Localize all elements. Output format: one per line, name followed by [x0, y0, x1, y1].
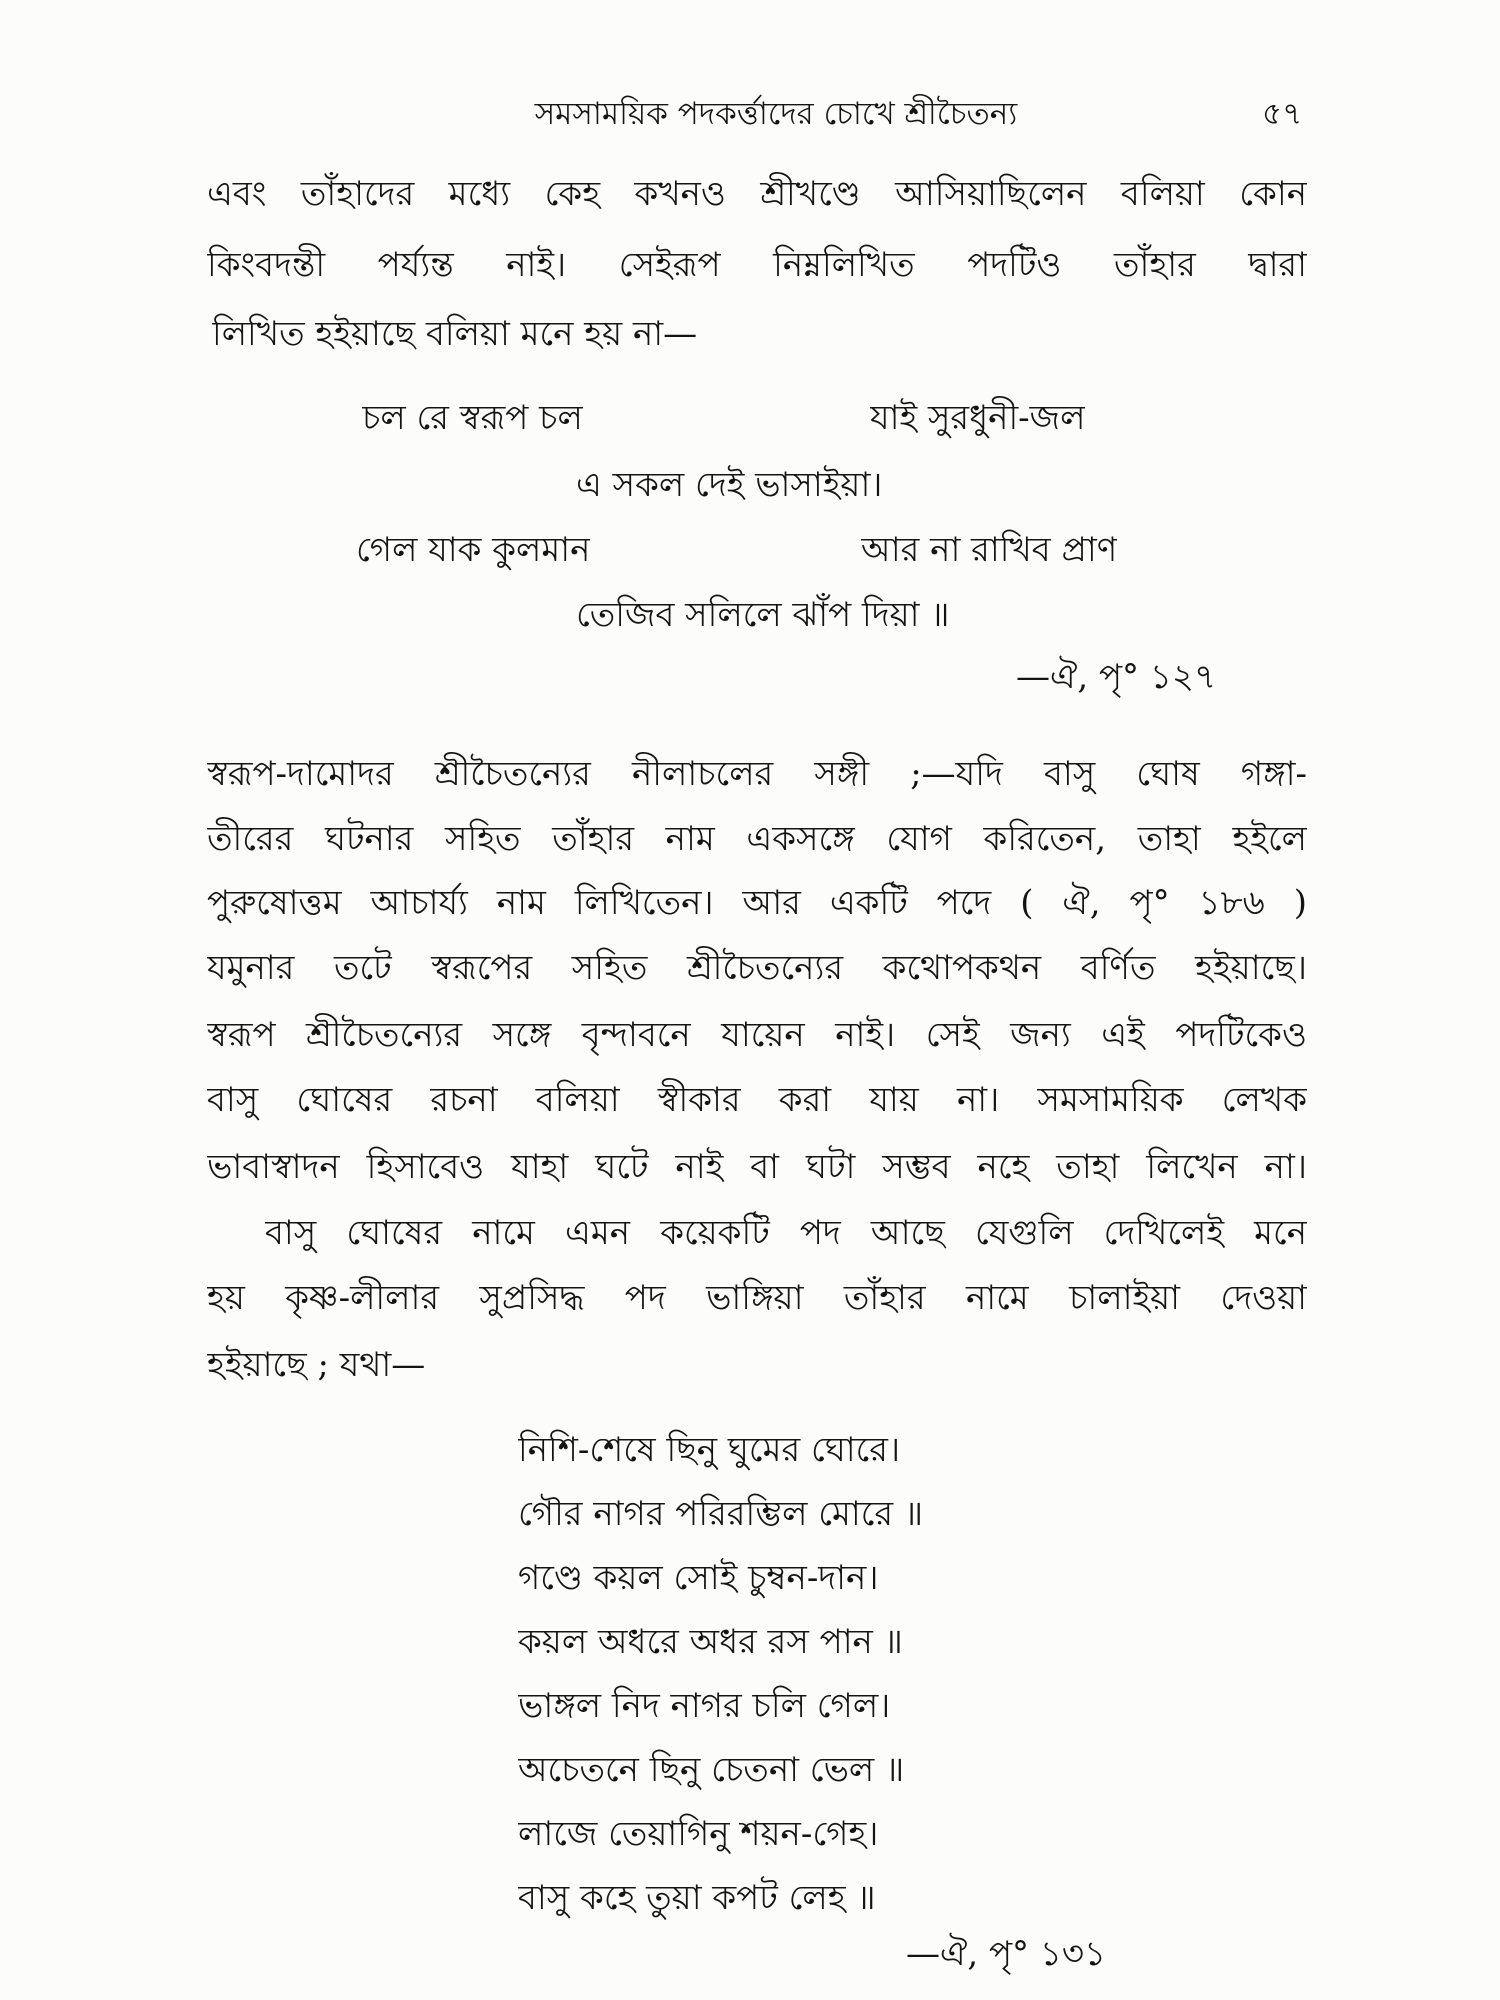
verse-half-line: চল রে স্বরূপ চল	[362, 398, 583, 438]
paragraph-line: হইয়াছে ; যথা—	[207, 1345, 426, 1385]
paragraph-line: ভাবাস্বাদন হিসাবেও যাহা ঘটে নাই বা ঘটা সম্ভব নহে তাহা লিখেন না।	[207, 1147, 1307, 1187]
verse-line: কয়ল অধরে অধর রস পান ॥	[518, 1622, 903, 1662]
paragraph-line: তীরের ঘটনার সহিত তাঁহার নাম একসঙ্গে যোগ করিতেন, তাহা হইলে	[207, 819, 1307, 859]
paragraph-line: স্বরূপ-দামোদর শ্রীচৈতন্যের নীলাচলের সঙ্গী ;—যদি বাসু ঘোষ গঙ্গা-	[207, 754, 1307, 794]
paragraph-line: কিংবদন্তী পর্য্যন্ত নাই। সেইরূপ নিম্নলিখিত পদটিও তাঁহার দ্বারা	[207, 245, 1307, 285]
paragraph-line: এবং তাঁহাদের মধ্যে কেহ কখনও শ্রীখণ্ডে আসিয়াছিলেন বলিয়া কোন	[207, 174, 1307, 214]
verse-line: গৌর নাগর পরিরম্ভিল মোরে ॥	[518, 1494, 924, 1534]
verse-half-line: যাই সুরধুনী-জল	[870, 398, 1086, 438]
verse-refrain: এ সকল দেই ভাসাইয়া।	[576, 465, 883, 505]
paragraph-line: বাসু ঘোষের নামে এমন কয়েকটি পদ আছে যেগুলি দেখিলেই মনে	[265, 1213, 1307, 1253]
page-number: ৫৭	[1262, 96, 1303, 132]
paragraph-line: স্বরূপ শ্রীচৈতন্যের সঙ্গে বৃন্দাবনে যায়েন নাই। সেই জন্য এই পদটিকেও	[207, 1015, 1307, 1055]
verse-line: গণ্ডে কয়ল সোই চুম্বন-দান।	[518, 1558, 879, 1598]
verse-half-line: গেল যাক কুলমান	[356, 530, 591, 570]
running-title: সমসাময়িক পদকর্ত্তাদের চোখে শ্রীচৈতন্য	[534, 96, 1018, 132]
verse-citation: —ঐ, পৃ° ১৩১	[906, 1934, 1107, 1974]
verse-line: অচেতনে ছিনু চেতনা ভেল ॥	[518, 1750, 905, 1790]
paragraph-line: যমুনার তটে স্বরূপের সহিত শ্রীচৈতন্যের কথোপকথন বর্ণিত হইয়াছে।	[207, 948, 1307, 988]
paragraph-line: হয় কৃষ্ণ-লীলার সুপ্রসিদ্ধ পদ ভাঙ্গিয়া তাঁহার নামে চালাইয়া দেওয়া	[207, 1278, 1307, 1318]
paragraph-line: পুরুষোত্তম আচার্য্য নাম লিখিতেন। আর একটি পদে ( ঐ, পৃ° ১৮৬ )	[207, 883, 1307, 923]
verse-line: ভাঙ্গল নিদ নাগর চলি গেল।	[518, 1686, 891, 1726]
paragraph-line: লিখিত হইয়াছে বলিয়া মনে হয় না—	[212, 314, 698, 354]
verse-line: নিশি-শেষে ছিনু ঘুমের ঘোরে।	[518, 1430, 901, 1470]
verse-line: বাসু কহে তুয়া কপট লেহ ॥	[518, 1878, 876, 1918]
verse-citation: —ঐ, পৃ° ১২৭	[1016, 657, 1217, 697]
verse-half-line: আর না রাখিব প্রাণ	[861, 530, 1118, 570]
verse-refrain: তেজিব সলিলে ঝাঁপ দিয়া ॥	[576, 595, 950, 635]
paragraph-line: বাসু ঘোষের রচনা বলিয়া স্বীকার করা যায় না। সমসাময়িক লেখক	[207, 1080, 1307, 1120]
verse-line: লাজে তেয়াগিনু শয়ন-গেহ।	[518, 1814, 879, 1854]
